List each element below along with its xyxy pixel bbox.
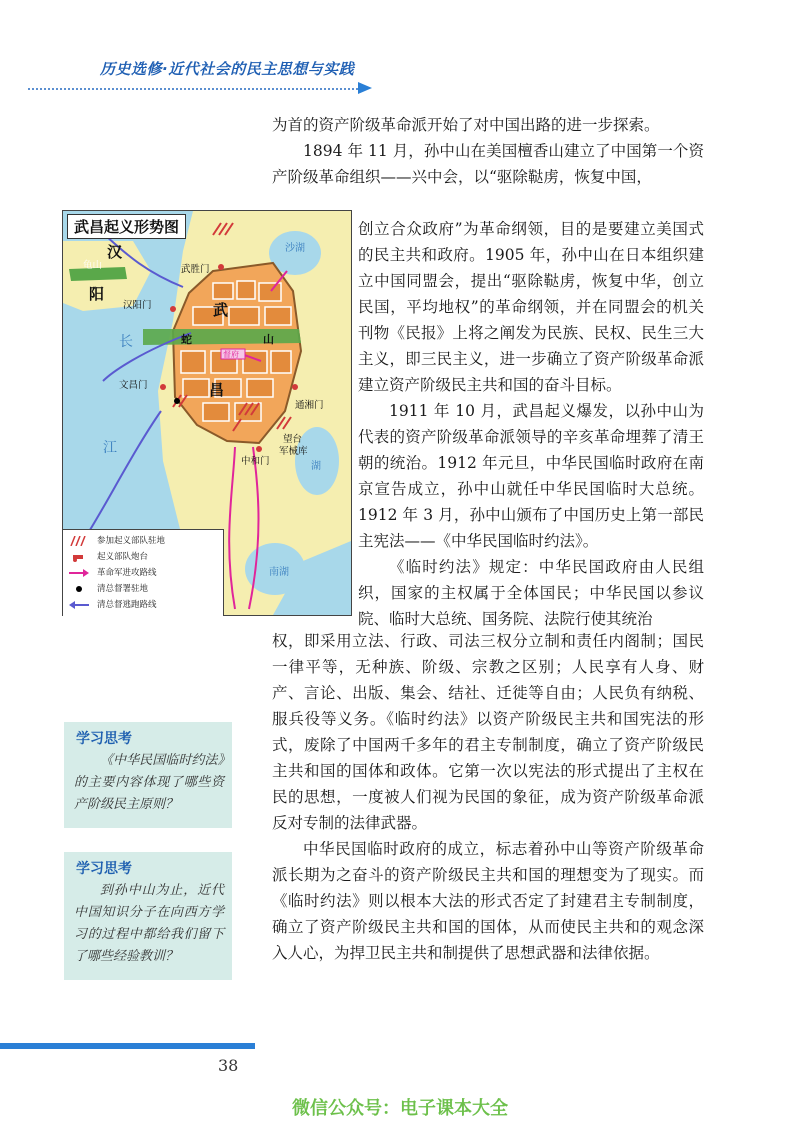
cannon-icon [69, 552, 89, 562]
paragraph-4: 中华民国临时政府的成立，标志着孙中山等资产阶级革命派长期为之奋斗的资产阶级民主共和国的理想变为了现实。而《临时约法》则以根本大法的形式否定了封建君主专制制度，确立了资产阶级民主共和国的国体，从而使民主共和的观念深入人心，为捍卫民主共和制提供了思想武器和法律依据。 [272, 840, 704, 962]
map-legend: 参加起义部队驻地 起义部队炮台 革命军进攻路线 清总督署驻地 清总督逃跑路线 [63, 529, 224, 616]
page-number: 38 [218, 1056, 239, 1075]
map-label-junxiechang: 军械库 [279, 446, 308, 457]
paragraph-1-rest: 创立合众政府”为革命纲领，目的是要建立美国式的民主共和政府。1905 年，孙中山在日本组织建立中国同盟会，提出“驱除鞑虏，恢复中华，创立民国，平均地权”的革命纲领，并在同盟会的机关刊物《民报》上将之阐发为民族、民权、民生三大主义，即三民主义，进一步确立了资产阶级革命派建立资产阶级民主共和国的奋斗目标。 [358, 220, 704, 394]
map-title: 武昌起义形势图 [67, 214, 186, 239]
text-block-top [272, 112, 704, 190]
map-label-tongxiangmen: 通湘门 [295, 400, 324, 411]
text-block-beside-map [358, 216, 704, 632]
header-dotted-rule [28, 88, 358, 90]
governor-post-dot [174, 398, 180, 404]
map-label-wushengmen: 武胜门 [181, 264, 210, 275]
text-block-bottom [272, 628, 704, 966]
map-label-nanhu: 南湖 [269, 567, 289, 578]
paragraph-2: 1911 年 10 月，武昌起义爆发，以孙中山为代表的资产阶级革命派领导的辛亥革命埋葬了清王朝的统治。1912 年元旦，中华民国临时政府在南京宣告成立，孙中山就任中华民国临时大总统。1912 年 3 月，孙中山颁布了中国历史上第一部民主宪法——《中华民国临时约法》。 [358, 402, 704, 550]
watermark-footer: 微信公众号：电子课本大全 [292, 1098, 508, 1119]
wuchang-uprising-map [62, 210, 352, 616]
attack-arrow-icon [69, 568, 89, 578]
map-label-jiang-river: 江 [103, 440, 117, 456]
bottom-accent-bar [0, 1043, 255, 1049]
think-heading: 学习思考 [76, 861, 132, 877]
think-heading: 学习思考 [76, 731, 132, 747]
map-label-chang: 昌 [209, 381, 225, 399]
paragraph-3-start: 《临时约法》规定：中华民国政府由人民组织，国家的主权属于全体国民；中华民国以参议院、临时大总统、国务院、法院行使其统治 [358, 558, 704, 628]
dot-icon [69, 584, 89, 594]
paragraph-3-rest: 权，即采用立法、行政、司法三权分立制和责任内阁制；国民一律平等，无种族、阶级、宗教之区别；人民享有人身、财产、言论、出版、集会、结社、迁徙等自由；人民负有纳税、服兵役等义务。《临时约法》以资产阶级民主共和国宪法的形式，废除了中国两千多年的君主专制制度，确立了资产阶级民主共和国的国体和政体。它第一次以宪法的形式提出了主权在民的思想，一度被人们视为民国的象征，成为资产阶级革命派反对专制的法律武器。 [272, 632, 704, 832]
hatch-icon [69, 536, 89, 546]
map-label-zhonghemen: 中和门 [241, 456, 270, 467]
map-label-wenchangmen: 文昌门 [119, 380, 148, 391]
map-label-chang-river: 长 [119, 334, 133, 350]
header-arrow-icon [358, 82, 372, 94]
think-question: 《中华民国临时约法》的主要内容体现了哪些资产阶级民主原则？ [74, 753, 224, 812]
map-label-wangtai: 望台 [283, 434, 303, 445]
map-label-dudufu: 督府 [223, 350, 239, 359]
map-label-lake-east: 湖 [311, 461, 321, 472]
study-think-box-1 [64, 722, 232, 828]
map-label-han: 汉 [107, 243, 123, 261]
paragraph-1-start: 1894 年 11 月，孙中山在美国檀香山建立了中国第一个资产阶级革命组织——兴中会，以“驱除鞑虏，恢复中国， [272, 142, 704, 186]
map-label-yang: 阳 [89, 285, 105, 303]
retreat-arrow-icon [69, 600, 89, 610]
running-header-title: 历史选修·近代社会的民主思想与实践 [100, 60, 355, 78]
think-question: 到孙中山为止，近代中国知识分子在向西方学习的过程中都给我们留下了哪些经验教训？ [74, 883, 224, 964]
study-think-box-2 [64, 852, 232, 980]
map-label-guishan: 龟山 [83, 260, 103, 271]
map-label-she: 蛇 [181, 333, 192, 346]
paragraph-0: 为首的资产阶级革命派开始了对中国出路的进一步探索。 [272, 116, 660, 134]
map-label-wu: 武 [213, 301, 229, 319]
map-label-hanyangmen: 汉阳门 [123, 300, 152, 311]
map-label-shahu: 沙湖 [285, 243, 305, 254]
map-label-shan: 山 [263, 333, 274, 346]
